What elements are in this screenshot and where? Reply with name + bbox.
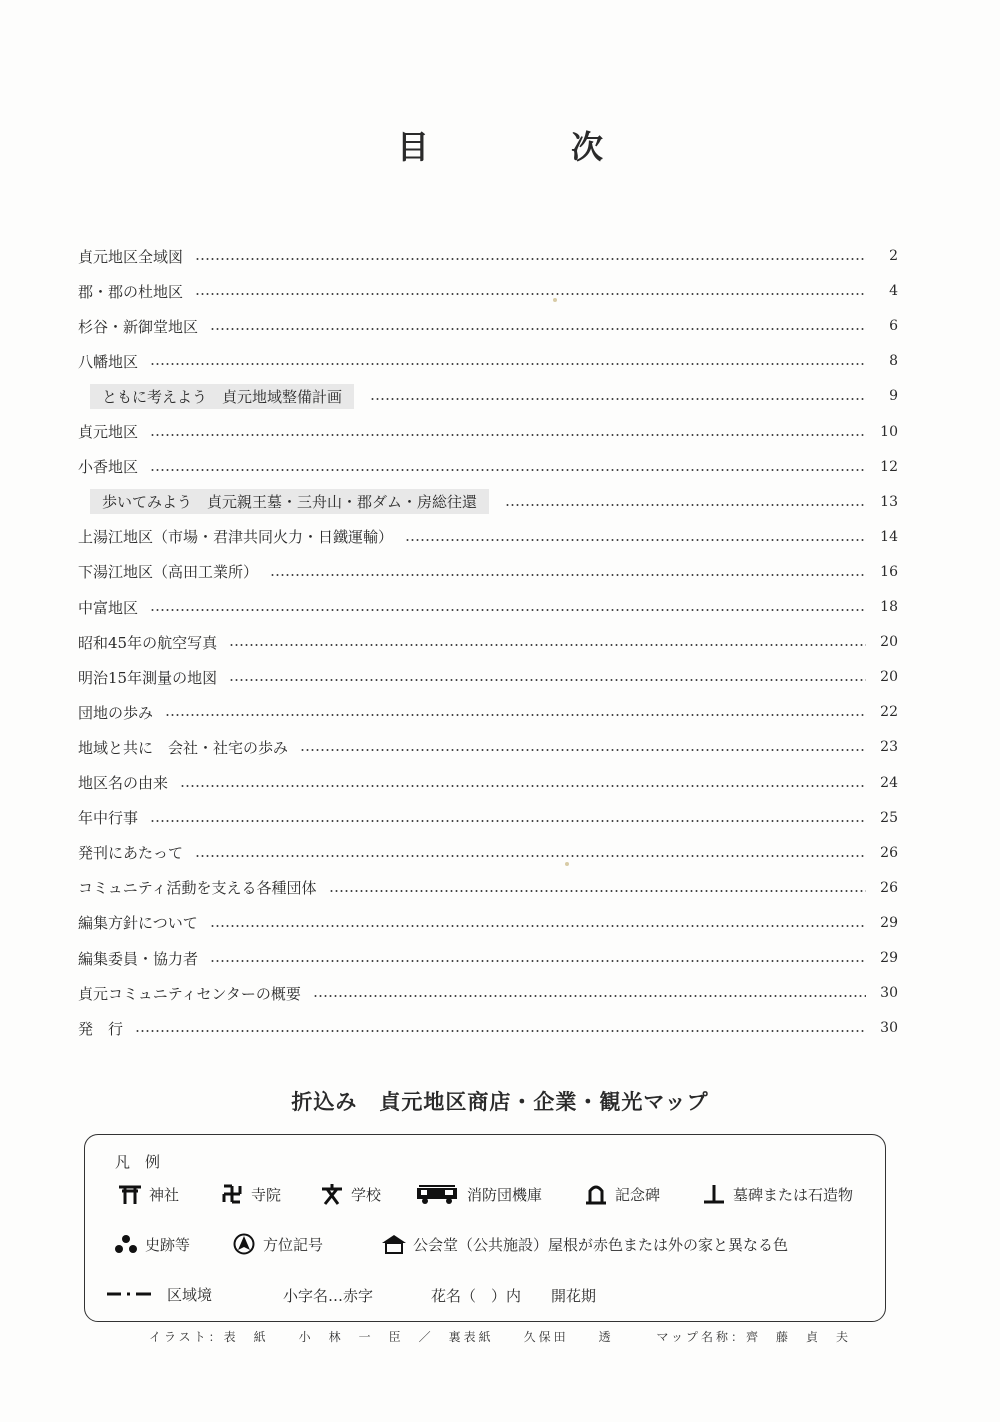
school-icon xyxy=(319,1183,345,1205)
toc-row xyxy=(78,591,898,623)
toc-row xyxy=(78,696,898,728)
toc-leader-dots xyxy=(505,504,866,506)
toc-label: 明治15年測量の地図 xyxy=(78,668,218,687)
toc-label: 杉谷・新御堂地区 xyxy=(78,317,199,336)
toc-row xyxy=(78,977,898,1009)
toc-row xyxy=(78,872,898,904)
toc-page-number: 14 xyxy=(880,528,898,545)
toc-label: コミュニティ活動を支える各種団体 xyxy=(78,879,317,898)
compass-icon xyxy=(231,1233,257,1255)
legend-compass xyxy=(231,1233,323,1255)
toc-leader-dots xyxy=(195,258,866,260)
toc-page-number: 23 xyxy=(880,739,898,756)
manji-icon xyxy=(219,1183,245,1205)
toc-row xyxy=(78,521,898,553)
toc-row xyxy=(78,556,898,588)
toc-page-number: 26 xyxy=(880,879,898,896)
toc-row xyxy=(78,661,898,693)
grave-icon xyxy=(701,1183,727,1205)
toc-row xyxy=(78,907,898,939)
toc-row xyxy=(78,380,898,412)
toc-label: ともに考えよう 貞元地域整備計画 xyxy=(90,384,354,409)
toc-label: 昭和45年の航空写真 xyxy=(78,633,218,652)
toc-row xyxy=(78,837,898,869)
legend-fire-label: 消防団機庫 xyxy=(467,1185,543,1204)
legend-monument xyxy=(583,1183,660,1205)
toc-row xyxy=(78,626,898,658)
legend-boundary xyxy=(105,1283,212,1305)
toc-page-number: 26 xyxy=(880,844,898,861)
toc-page-number: 24 xyxy=(880,774,898,791)
map-name-credit: マップ名称：齊 藤 貞 夫 xyxy=(656,1330,851,1344)
toc-leader-dots xyxy=(313,995,866,997)
toc-leader-dots xyxy=(150,469,866,471)
legend-historic xyxy=(113,1233,190,1255)
legend-compass-label: 方位記号 xyxy=(263,1235,324,1254)
toc-leader-dots xyxy=(210,960,866,962)
toc-label: 八幡地区 xyxy=(78,352,139,371)
toc-label: 貞元コミュニティセンターの概要 xyxy=(78,984,301,1003)
toc-page-number: 22 xyxy=(880,704,898,721)
toc-page-number: 20 xyxy=(880,634,898,651)
illustration-credit: イラスト：表 紙 小 林 一 臣 ／ 裏表紙 久保田 透 xyxy=(148,1330,614,1344)
toc-label: 発 行 xyxy=(78,1019,124,1038)
toc-page-number: 29 xyxy=(880,950,898,966)
toc-page-number: 16 xyxy=(880,563,898,580)
legend-shrine-label: 神社 xyxy=(149,1185,180,1204)
toc-leader-dots xyxy=(195,293,866,295)
fire-truck-icon xyxy=(415,1183,461,1205)
toc-page-number: 4 xyxy=(889,283,898,300)
legend-grave-label: 墓碑または石造物 xyxy=(733,1185,854,1204)
title-char-2: 次 xyxy=(570,128,603,166)
toc-label: 郡・郡の杜地区 xyxy=(78,282,184,301)
toc-leader-dots xyxy=(229,679,866,681)
legend-temple-label: 寺院 xyxy=(251,1185,282,1204)
toc-page-number: 30 xyxy=(880,985,898,1002)
toc-label: 中富地区 xyxy=(78,598,139,617)
toc-page-number: 8 xyxy=(889,353,898,370)
legend-grave xyxy=(701,1183,853,1205)
toc-row xyxy=(78,275,898,307)
toc-row xyxy=(78,310,898,342)
paper-speck xyxy=(553,298,557,302)
legend-koaza xyxy=(283,1285,373,1306)
toc-row xyxy=(78,802,898,834)
legend-hall-label: 公会堂（公共施設）屋根が赤色または外の家と異なる色 xyxy=(413,1235,789,1254)
toc-leader-dots xyxy=(135,1030,866,1032)
public-hall-icon xyxy=(381,1233,407,1255)
legend-boundary-label: 区域境 xyxy=(167,1285,213,1304)
toc-page-number: 13 xyxy=(880,493,898,510)
toc-label: 下湯江地区（高田工業所） xyxy=(78,563,259,582)
toc-leader-dots xyxy=(150,434,866,436)
toc-leader-dots xyxy=(150,820,866,822)
legend-flower xyxy=(431,1285,596,1306)
historic-site-icon xyxy=(113,1233,139,1255)
toc-leader-dots xyxy=(405,539,866,541)
legend-school xyxy=(319,1183,381,1205)
toc-label: 小香地区 xyxy=(78,458,139,477)
toc-leader-dots xyxy=(165,714,866,716)
toc-leader-dots xyxy=(180,785,866,787)
boundary-line-icon xyxy=(105,1283,153,1305)
toc-row xyxy=(78,345,898,377)
toc-page-number: 6 xyxy=(889,318,898,335)
toc-leader-dots xyxy=(229,644,866,646)
legend-koaza-label: 小字名…赤字 xyxy=(283,1287,374,1305)
toc-leader-dots xyxy=(210,925,866,927)
toc-page-number: 9 xyxy=(889,388,898,405)
toc-page-number: 20 xyxy=(880,669,898,686)
toc-label: 歩いてみよう 貞元親王墓・三舟山・郡ダム・房総往還 xyxy=(90,489,489,514)
toc-leader-dots xyxy=(370,398,866,400)
toc-label: 貞元地区 xyxy=(78,423,139,441)
toc-page-number: 30 xyxy=(880,1020,898,1037)
fold-map-title: 折込み 貞元地区商店・企業・観光マップ xyxy=(291,1090,709,1114)
toc-page-number: 2 xyxy=(889,248,898,264)
toc-row xyxy=(78,416,898,448)
torii-icon xyxy=(117,1183,143,1205)
toc-page-number: 12 xyxy=(880,458,898,475)
toc-leader-dots xyxy=(329,890,866,892)
toc-leader-dots xyxy=(270,574,866,576)
toc-page-number: 10 xyxy=(880,423,898,440)
toc-row xyxy=(78,486,898,518)
toc-row xyxy=(78,451,898,483)
legend-title: 凡 例 xyxy=(115,1153,161,1171)
toc-label: 地区名の由来 xyxy=(78,774,169,792)
toc-label: 編集方針について xyxy=(78,914,198,933)
legend-flower-label: 花名（ ）内 開花期 xyxy=(431,1287,597,1305)
legend-fire xyxy=(415,1183,542,1205)
toc-label: 上湯江地区（市場・君津共同火力・日鐵運輸） xyxy=(78,528,394,547)
legend-school-label: 学校 xyxy=(351,1185,382,1204)
toc-leader-dots xyxy=(300,749,866,751)
toc-page-number: 29 xyxy=(880,914,898,931)
paper-speck xyxy=(565,862,569,866)
legend-temple xyxy=(219,1183,281,1205)
toc-leader-dots xyxy=(150,609,866,611)
title-char-1: 目 xyxy=(396,128,429,166)
page-title xyxy=(0,122,1000,168)
toc-row xyxy=(78,240,898,272)
legend-shrine xyxy=(117,1183,179,1205)
toc-row xyxy=(78,942,898,974)
monument-icon xyxy=(583,1183,609,1205)
map-legend-box xyxy=(84,1134,886,1322)
legend-historic-label: 史跡等 xyxy=(145,1235,191,1254)
toc-row xyxy=(78,731,898,763)
credits-line xyxy=(0,1328,1000,1345)
toc-row xyxy=(78,1012,898,1044)
toc-row xyxy=(78,767,898,799)
legend-monument-label: 記念碑 xyxy=(615,1185,661,1204)
toc-page-number: 18 xyxy=(880,599,898,615)
toc-label: 発刊にあたって xyxy=(78,844,184,863)
toc-label: 団地の歩み xyxy=(78,703,154,722)
toc-label: 地域と共に 会社・社宅の歩み xyxy=(78,738,289,757)
toc-page-number: 25 xyxy=(880,809,898,826)
toc-leader-dots xyxy=(210,328,866,330)
toc-label: 貞元地区全域図 xyxy=(78,247,184,266)
toc-label: 年中行事 xyxy=(78,809,139,828)
toc-label: 編集委員・協力者 xyxy=(78,949,199,968)
legend-hall xyxy=(381,1233,788,1255)
toc-leader-dots xyxy=(150,363,866,365)
toc-leader-dots xyxy=(195,855,866,857)
